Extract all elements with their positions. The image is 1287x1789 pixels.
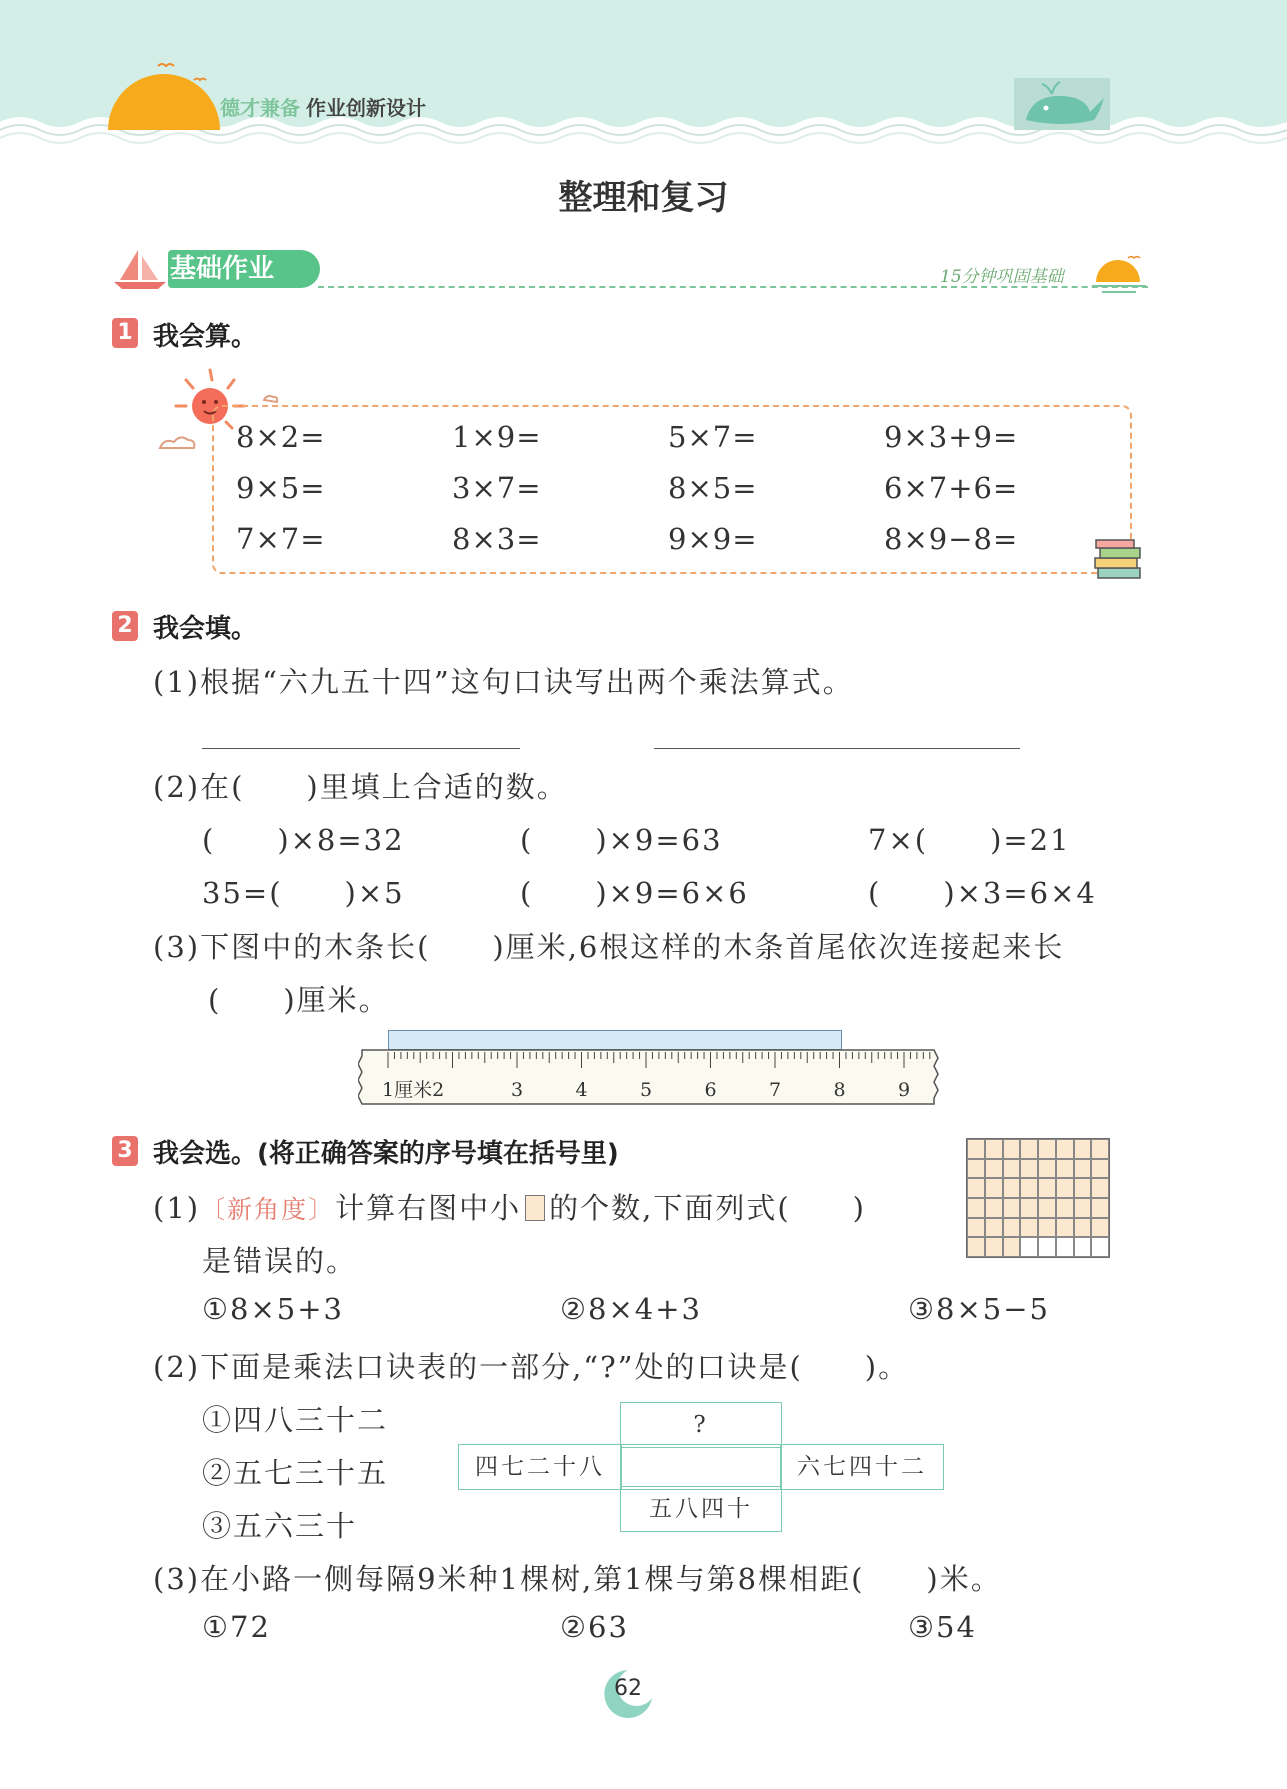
whale-icon [1012,76,1112,132]
grid-cell [1020,1237,1038,1257]
answer-line[interactable] [202,748,520,749]
ruler [358,1048,942,1106]
grid-cell [1038,1198,1056,1218]
books-icon [1092,538,1144,582]
grid-cell [1091,1198,1109,1218]
calc-item: 8×2= [236,420,326,454]
grid-cell [967,1159,985,1179]
ruler-label: 6 [704,1079,717,1101]
calc-item: 9×9= [668,522,758,556]
calc-item: 5×7= [668,420,758,454]
q2-part3-cont: ( )厘米。 [208,983,390,1017]
small-square-icon [525,1195,545,1221]
q2-part3: (3)下图中的木条长( )厘米,6根这样的木条首尾依次连接起来长 [153,930,1065,964]
ruler-label: 8 [833,1079,846,1101]
grid-cell [1091,1237,1109,1257]
grid-cell [1056,1139,1074,1159]
grid-cell [1020,1139,1038,1159]
q3-part1-text-a: 计算右图中小 [335,1191,522,1225]
option[interactable]: ③8×5−5 [908,1292,1050,1326]
option[interactable]: ①72 [202,1610,271,1644]
calc-item: 9×3+9= [884,420,1019,454]
header-brand [220,92,426,121]
fill-item: ( )×8=32 [202,823,405,857]
grid-cell [1020,1218,1038,1238]
q2-part2: (2)在( )里填上合适的数。 [153,770,568,804]
question-title-1: 我会算。 [153,322,258,352]
grid-cell [1020,1198,1038,1218]
fill-item: ( )×3=6×4 [868,876,1097,910]
grid-cell [967,1198,985,1218]
grid-cell [1074,1178,1092,1198]
question-number-1: 1 [112,318,138,348]
grid-cell [1038,1139,1056,1159]
grid-cell [985,1218,1003,1238]
sailboat-icon [112,246,168,290]
square-grid [966,1138,1110,1258]
grid-cell [1003,1198,1021,1218]
calc-item: 9×5= [236,471,326,505]
question-title-2: 我会填。 [153,614,258,644]
q3-part1-cont: 是错误的。 [202,1244,358,1278]
grid-cell [967,1218,985,1238]
answer-line[interactable] [654,748,1020,749]
sun-icon [100,58,220,130]
grid-cell [1003,1178,1021,1198]
table-cell-bottom: 五八四十 [620,1486,782,1532]
grid-cell [1056,1159,1074,1179]
option[interactable]: ②8×4+3 [560,1292,702,1326]
grid-cell [1038,1159,1056,1179]
grid-cell [985,1198,1003,1218]
table-cell-left: 四七二十八 [458,1444,622,1490]
grid-cell [1038,1178,1056,1198]
grid-cell [1056,1218,1074,1238]
grid-cell [967,1139,985,1159]
grid-cell [1091,1139,1109,1159]
wooden-stick [388,1030,842,1050]
page-number: 62 [614,1676,642,1701]
calc-item: 6×7+6= [884,471,1019,505]
ruler-label: 4 [575,1079,588,1101]
calc-item: 8×5= [668,471,758,505]
q3-part1-text-b: 的个数,下面列式( ) [549,1191,866,1225]
q3-part3: (3)在小路一侧每隔9米种1棵树,第1棵与第8棵相距( )米。 [153,1562,1002,1596]
ruler-label: 5 [640,1079,653,1101]
calc-item: 7×7= [236,522,326,556]
page-title: 整理和复习 [558,178,729,218]
option[interactable]: ②63 [560,1610,629,1644]
sunset-icon [1090,252,1148,298]
grid-cell [1056,1198,1074,1218]
grid-cell [985,1159,1003,1179]
question-number-3: 3 [112,1136,138,1166]
table-cell-top: ? [620,1402,782,1448]
grid-cell [1074,1159,1092,1179]
calc-item: 1×9= [452,420,542,454]
fill-item: ( )×9=6×6 [520,876,749,910]
grid-cell [985,1178,1003,1198]
grid-cell [1074,1218,1092,1238]
q3-part1-number: (1) [153,1191,201,1225]
question-title-3: 我会选。(将正确答案的序号填在括号里) [153,1139,619,1169]
calc-item: 3×7= [452,471,542,505]
brand-dark-text: 作业创新设计 [306,96,426,120]
grid-cell [1091,1159,1109,1179]
option[interactable]: ②五七三十五 [202,1456,389,1490]
grid-cell [1020,1178,1038,1198]
fill-item: ( )×9=63 [520,823,723,857]
brand-green-text: 德才兼备 [220,96,300,120]
grid-cell [985,1237,1003,1257]
calc-item: 8×9−8= [884,522,1019,556]
question-number-2: 2 [112,611,138,641]
fill-item: 7×( )=21 [868,823,1071,857]
new-angle-tag: 〔新角度〕 [200,1195,336,1224]
calc-item: 8×3= [452,522,542,556]
table-cell-middle [620,1444,782,1490]
grid-cell [1056,1178,1074,1198]
option[interactable]: ①四八三十二 [202,1403,389,1437]
option[interactable]: ③五六三十 [202,1509,358,1543]
ruler-label: 7 [769,1079,782,1101]
grid-cell [985,1139,1003,1159]
grid-cell [1074,1198,1092,1218]
grid-cell [1038,1237,1056,1257]
fill-item: 35=( )×5 [202,876,405,910]
grid-cell [1091,1178,1109,1198]
grid-cell [967,1237,985,1257]
option[interactable]: ①8×5+3 [202,1292,344,1326]
grid-cell [967,1178,985,1198]
grid-cell [1038,1218,1056,1238]
grid-cell [1003,1159,1021,1179]
ruler-label: 1厘米2 [382,1079,445,1101]
table-cell-right: 六七四十二 [780,1444,944,1490]
section-note: 15分钟巩固基础 [940,267,1064,287]
q2-part1: (1)根据“六九五十四”这句口诀写出两个乘法算式。 [153,665,854,699]
section-label: 基础作业 [168,250,320,288]
ruler-label: 3 [511,1079,524,1101]
grid-cell [1003,1218,1021,1238]
ruler-label: 9 [898,1079,911,1101]
grid-cell [1074,1237,1092,1257]
grid-cell [1056,1237,1074,1257]
option[interactable]: ③54 [908,1610,977,1644]
grid-cell [1074,1139,1092,1159]
grid-cell [1003,1139,1021,1159]
q3-part1 [153,1186,866,1227]
q3-part2: (2)下面是乘法口诀表的一部分,“?”处的口诀是( )。 [153,1350,910,1384]
grid-cell [1020,1159,1038,1179]
grid-cell [1091,1218,1109,1238]
grid-cell [1003,1237,1021,1257]
